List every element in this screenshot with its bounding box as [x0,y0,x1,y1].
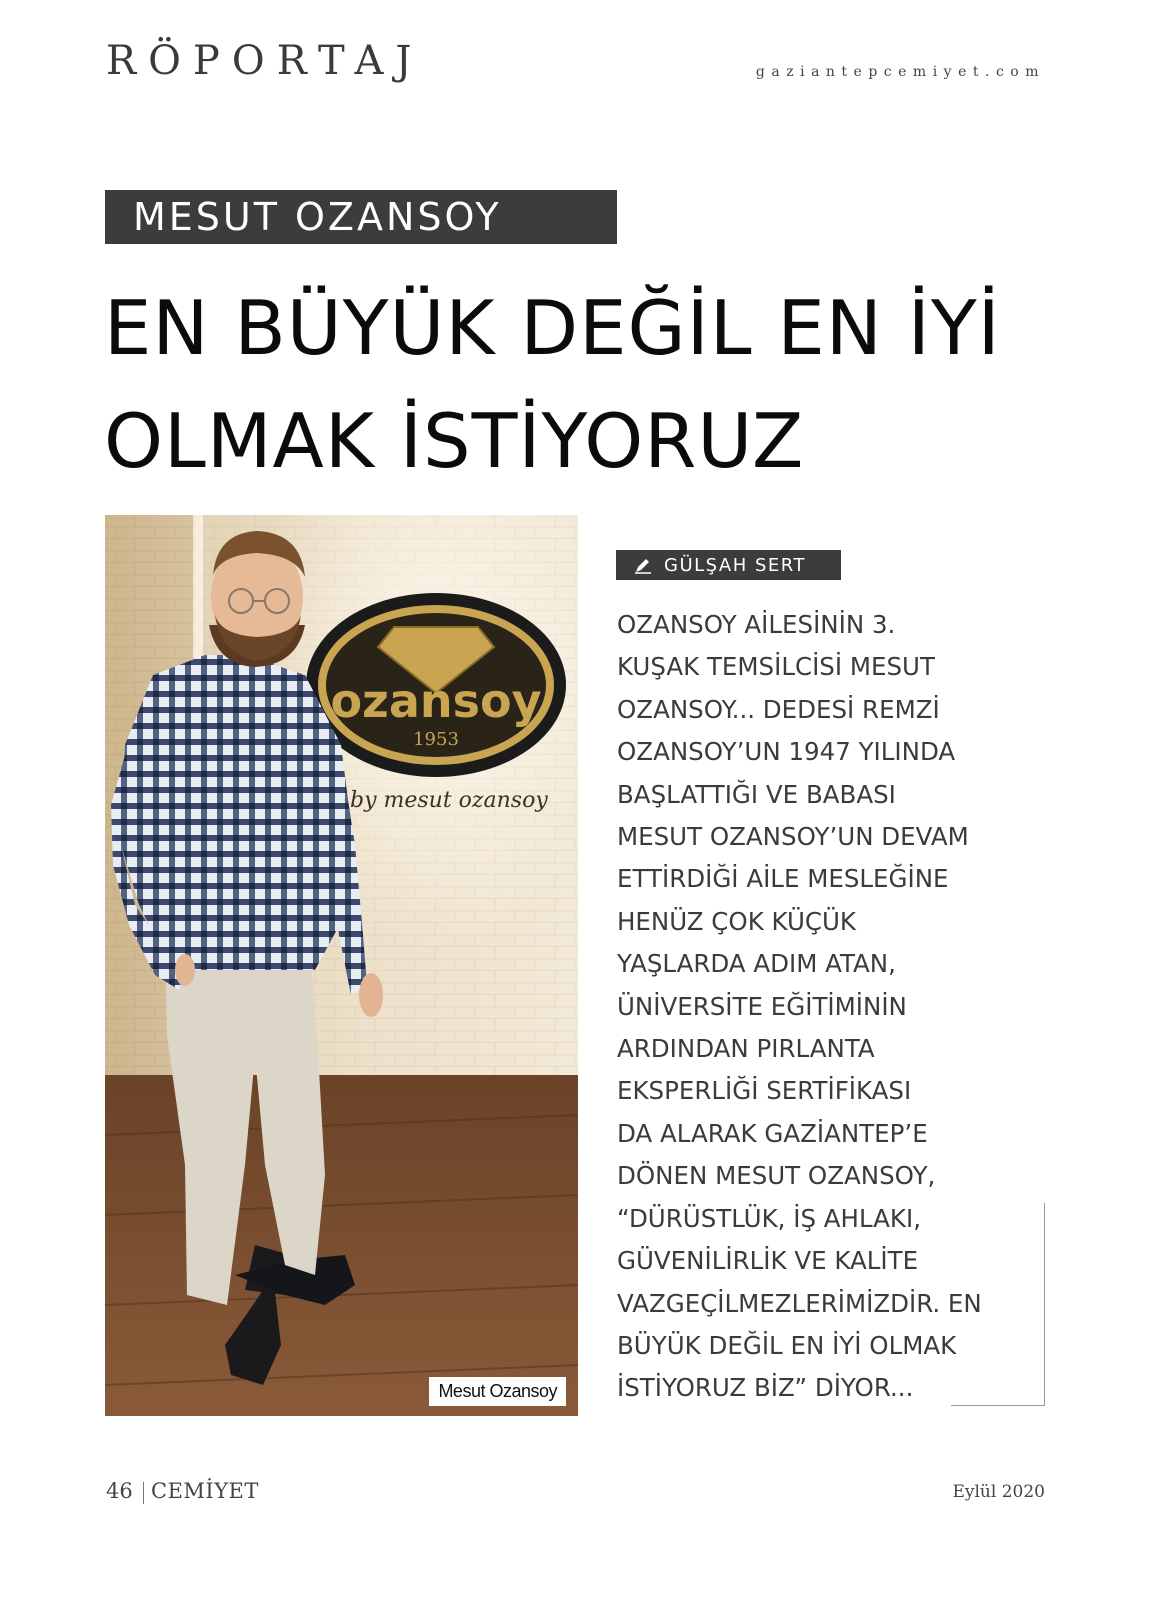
footer-divider [143,1482,144,1504]
photo-caption: Mesut Ozansoy [429,1377,566,1406]
author-byline [616,550,841,580]
decorative-bracket-horizontal [951,1405,1045,1406]
interviewee-name-bar: MESUT OZANSOY [105,190,617,244]
issue-date: Eylül 2020 [952,1482,1045,1502]
author-name: GÜLŞAH SERT [664,554,806,576]
headline: EN BÜYÜK DEĞİL EN İYİ OLMAK İSTİYORUZ [104,284,1001,485]
page-number: 46 [106,1479,133,1503]
decorative-bracket-vertical [1044,1203,1045,1406]
magazine-name: CEMİYET [151,1479,259,1503]
logo-signature-text: by mesut ozansoy [350,788,548,813]
pen-icon [634,556,652,574]
section-label: RÖPORTAJ [106,38,424,84]
site-url: gaziantepcemiyet.com [755,64,1045,80]
logo-year-text: 1953 [413,729,459,750]
lead-paragraph: OZANSOY AİLESİNİN 3. KUŞAK TEMSİLCİSİ MESUT OZANSOY... DEDESİ REMZİ OZANSOY’UN 1947 YILINDA BAŞLATTIĞI VE BABASI MESUT OZANSOY’UN DEVAM ETTİRDİĞİ AİLE MESLEĞİNE HENÜZ ÇOK KÜÇÜK YAŞLARDA ADIM ATAN, ÜNİVERSİTE EĞİTİMİNİN ARDINDAN PIRLANTA EKSPERLİĞİ SERTİFİKASI DA ALARAK GAZİANTEP’E DÖNEN MESUT OZANSOY, “DÜRÜSTLÜK, İŞ AHLAKI, GÜVENİLİRLİK VE KALİTE VAZGEÇİLMEZLERİMİZDİR. EN BÜYÜK DEĞİL EN İYİ OLMAK İSTİYORUZ BİZ” DİYOR... [617,610,982,1403]
interview-photo [105,515,578,1416]
logo-brand-text: ozansoy [330,674,542,728]
